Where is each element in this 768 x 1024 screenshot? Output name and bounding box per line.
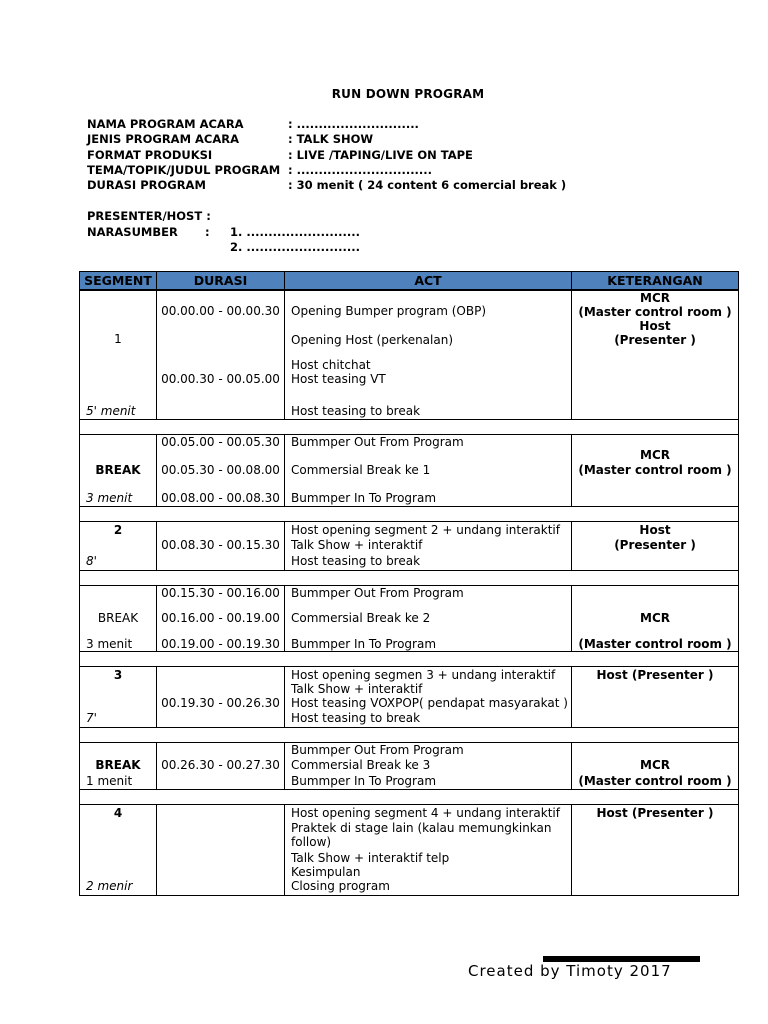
keterangan-cell xyxy=(572,743,739,790)
durasi-time: 00.05.30 - 00.08.00 xyxy=(161,463,280,477)
narasumber-2: 2. .......................... xyxy=(230,240,360,254)
table-row xyxy=(80,290,739,420)
segment-cell xyxy=(80,743,157,790)
act-item: Talk Show + interaktif xyxy=(291,682,423,696)
act-cell xyxy=(285,522,572,571)
durasi-time: 00.00.30 - 00.05.00 xyxy=(161,372,280,386)
segment-duration-note: 1 menit xyxy=(86,774,133,788)
segment-duration-note: 3 menit xyxy=(86,637,133,651)
keterangan-text: (Master control room ) xyxy=(578,774,732,788)
act-item: Bummper Out From Program xyxy=(291,743,464,757)
act-item: Host opening segment 4 + undang interaktif xyxy=(291,806,560,820)
keterangan-text: Host xyxy=(639,319,671,333)
header-act: ACT xyxy=(285,272,572,291)
act-cell xyxy=(285,586,572,652)
act-item: follow) xyxy=(291,835,332,849)
segment-cell xyxy=(80,435,157,507)
act-cell xyxy=(285,667,572,728)
act-item: Opening Bumper program (OBP) xyxy=(291,304,487,318)
meta-value: : LIVE /TAPING/LIVE ON TAPE xyxy=(288,148,473,162)
meta-label: NAMA PROGRAM ACARA xyxy=(87,117,244,131)
segment-cell xyxy=(80,805,157,896)
durasi-cell xyxy=(157,743,285,790)
spacer-row xyxy=(80,652,739,667)
durasi-cell xyxy=(157,435,285,507)
durasi-time: 00.26.30 - 00.27.30 xyxy=(161,758,280,772)
spacer-row xyxy=(80,507,739,522)
rundown-table xyxy=(79,271,739,896)
keterangan-text: MCR xyxy=(640,758,670,772)
keterangan-text: MCR xyxy=(640,291,670,305)
act-item: Bummper In To Program xyxy=(291,637,437,651)
act-item: Talk Show + interaktif xyxy=(291,538,423,552)
act-item: Bummper Out From Program xyxy=(291,586,464,600)
act-item: Commersial Break ke 3 xyxy=(291,758,431,772)
segment-cell xyxy=(80,667,157,728)
keterangan-text: MCR xyxy=(640,448,670,462)
segment-duration-note: 2 menir xyxy=(86,879,133,893)
segment-cell xyxy=(80,586,157,652)
segment-number: 4 xyxy=(113,806,123,820)
keterangan-text: (Master control room ) xyxy=(578,637,732,651)
durasi-time: 00.08.00 - 00.08.30 xyxy=(161,491,280,505)
act-cell xyxy=(285,805,572,896)
segment-number: BREAK xyxy=(95,463,141,477)
act-item: Host teasing VOXPOP( pendapat masyarakat ) xyxy=(291,696,568,710)
keterangan-text: (Presenter ) xyxy=(614,538,696,552)
durasi-time: 00.08.30 - 00.15.30 xyxy=(161,538,280,552)
spacer-row xyxy=(80,790,739,805)
durasi-cell xyxy=(157,522,285,571)
spacer-row xyxy=(80,728,739,743)
keterangan-text: MCR xyxy=(640,611,670,625)
durasi-cell xyxy=(157,667,285,728)
act-cell xyxy=(285,435,572,507)
act-cell xyxy=(285,290,572,420)
act-item: Host opening segment 2 + undang interaktif xyxy=(291,523,560,537)
keterangan-cell xyxy=(572,522,739,571)
presenter-label: PRESENTER/HOST : xyxy=(87,209,211,223)
table-row xyxy=(80,522,739,571)
act-item: Bummper Out From Program xyxy=(291,435,464,449)
act-item: Bummper In To Program xyxy=(291,491,437,505)
meta-value: : ............................... xyxy=(288,163,433,177)
keterangan-cell xyxy=(572,586,739,652)
durasi-time: 00.16.00 - 00.19.00 xyxy=(161,611,280,625)
durasi-time: 00.05.00 - 00.05.30 xyxy=(161,435,280,449)
act-item: Bummper In To Program xyxy=(291,774,437,788)
meta-value: : ............................ xyxy=(288,117,419,131)
act-cell xyxy=(285,743,572,790)
segment-number: 1 xyxy=(114,332,122,346)
act-item: Closing program xyxy=(291,879,390,893)
segment-cell xyxy=(80,522,157,571)
table-row xyxy=(80,805,739,896)
act-item: Host opening segmen 3 + undang interaktif xyxy=(291,668,556,682)
narasumber-colon: : xyxy=(205,225,210,239)
meta-label: FORMAT PRODUKSI xyxy=(87,148,213,162)
act-item: Host chitchat xyxy=(291,358,371,372)
segment-duration-note: 3 menit xyxy=(86,491,133,505)
durasi-cell xyxy=(157,586,285,652)
act-item: Host teasing to break xyxy=(291,711,421,725)
table-row xyxy=(80,435,739,507)
narasumber-1: 1. .......................... xyxy=(230,225,360,239)
segment-number: BREAK xyxy=(97,611,139,625)
durasi-time: 00.19.30 - 00.26.30 xyxy=(161,696,280,710)
act-item: Host teasing to break xyxy=(291,554,421,568)
header-durasi: DURASI xyxy=(157,272,285,291)
segment-number: 3 xyxy=(113,668,123,682)
durasi-cell xyxy=(157,805,285,896)
durasi-time: 00.15.30 - 00.16.00 xyxy=(161,586,280,600)
meta-value: : TALK SHOW xyxy=(288,132,374,146)
keterangan-text: Host xyxy=(639,523,671,537)
table-row xyxy=(80,743,739,790)
keterangan-text: Host (Presenter ) xyxy=(596,806,714,820)
act-item: Commersial Break ke 2 xyxy=(291,611,431,625)
segment-number: 2 xyxy=(113,523,123,537)
meta-label: DURASI PROGRAM xyxy=(87,178,206,192)
segment-duration-note: 7' xyxy=(86,711,97,725)
narasumber-label: NARASUMBER xyxy=(87,225,178,239)
keterangan-text: (Presenter ) xyxy=(614,333,696,347)
spacer-row xyxy=(80,571,739,586)
document-title: RUN DOWN PROGRAM xyxy=(331,87,485,101)
segment-duration-note: 5' menit xyxy=(86,404,136,418)
durasi-time: 00.19.00 - 00.19.30 xyxy=(161,637,280,651)
keterangan-text: (Master control room ) xyxy=(578,305,732,319)
segment-cell xyxy=(80,290,157,420)
header-keterangan: KETERANGAN xyxy=(572,272,739,291)
act-item: Commersial Break ke 1 xyxy=(291,463,431,477)
keterangan-text: (Master control room ) xyxy=(578,463,732,477)
act-item: Host teasing to break xyxy=(291,404,421,418)
durasi-cell xyxy=(157,290,285,420)
act-item: Praktek di stage lain (kalau memungkinkan xyxy=(291,821,552,835)
keterangan-cell xyxy=(572,435,739,507)
meta-value: : 30 menit ( 24 content 6 comercial break ) xyxy=(288,178,567,192)
keterangan-text: Host (Presenter ) xyxy=(596,668,714,682)
table-row xyxy=(80,667,739,728)
act-item: Talk Show + interaktif telp xyxy=(291,851,450,865)
spacer-row xyxy=(80,420,739,435)
act-item: Host teasing VT xyxy=(291,372,386,386)
keterangan-cell xyxy=(572,290,739,420)
footer-credit: Created by Timoty 2017 xyxy=(468,962,672,980)
durasi-time: 00.00.00 - 00.00.30 xyxy=(161,304,280,318)
header-segment: SEGMENT xyxy=(80,272,157,291)
table-header-row xyxy=(80,272,739,291)
keterangan-cell xyxy=(572,667,739,728)
act-item: Kesimpulan xyxy=(291,865,361,879)
keterangan-cell xyxy=(572,805,739,896)
meta-label: TEMA/TOPIK/JUDUL PROGRAM xyxy=(87,163,281,177)
act-item: Opening Host (perkenalan) xyxy=(291,333,454,347)
segment-number: BREAK xyxy=(95,758,141,772)
segment-duration-note: 8' xyxy=(86,554,97,568)
meta-label: JENIS PROGRAM ACARA xyxy=(87,132,240,146)
table-row xyxy=(80,586,739,652)
